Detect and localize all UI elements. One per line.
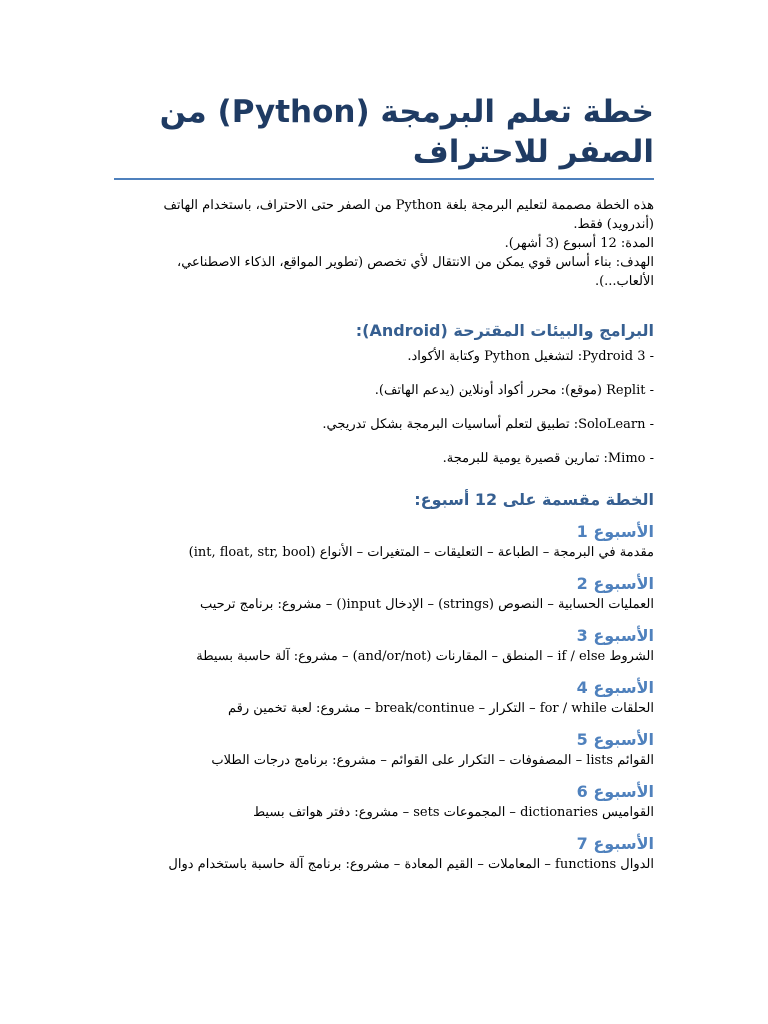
intro-section: [114, 196, 654, 291]
week-body: الشروط if / else – المنطق – المقارنات (and/or/not) – مشروع: آلة حاسبة بسيطة: [196, 649, 654, 664]
intro-paragraph: هذه الخطة مصممة لتعليم البرمجة بلغة Python من الصفر حتى الاحتراف، باستخدام الهاتف (أندرويد) فقط.: [163, 198, 654, 232]
week-3: [114, 625, 654, 667]
week-body: الدوال functions – المعاملات – القيم المعادة – مشروع: برنامج آلة حاسبة باستخدام دوال: [168, 857, 654, 872]
week-title: الأسبوع 7: [576, 834, 654, 853]
week-title: الأسبوع 1: [576, 522, 654, 541]
week-body: مقدمة في البرمجة – الطباعة – التعليقات – المتغيرات – الأنواع (int, float, str, bool): [188, 545, 654, 560]
duration-line: المدة: 12 أسبوع (3 أشهر).: [504, 236, 654, 251]
week-body: الحلقات for / while – التكرار – break/continue – مشروع: لعبة تخمين رقم: [228, 701, 654, 716]
week-7: [114, 833, 654, 875]
week-title: الأسبوع 2: [576, 574, 654, 593]
tool-item-sololearn: - SoloLearn: تطبيق لتعلم أساسيات البرمجة بشكل تدريجي.: [322, 417, 654, 432]
tools-heading: البرامج والبيئات المقترحة (Android):: [355, 321, 654, 340]
week-title: الأسبوع 6: [576, 782, 654, 801]
week-title: الأسبوع 5: [576, 730, 654, 749]
tool-item-pydroid: - Pydroid 3: لتشغيل Python وكتابة الأكواد.: [407, 349, 654, 364]
plan-heading: الخطة مقسمة على 12 أسبوع:: [414, 490, 654, 509]
week-title: الأسبوع 4: [576, 678, 654, 697]
week-4: [114, 677, 654, 719]
week-body: العمليات الحسابية – النصوص (strings) – الإدخال input() – مشروع: برنامج ترحيب: [199, 597, 654, 612]
week-6: [114, 781, 654, 823]
document-title: خطة تعلم البرمجة (Python) من الصفر للاحتراف: [114, 92, 654, 180]
week-title: الأسبوع 3: [576, 626, 654, 645]
weeks-list: [114, 521, 654, 875]
week-5: [114, 729, 654, 771]
tool-item-replit: - Replit (موقع): محرر أكواد أونلاين (يدعم الهاتف).: [374, 383, 654, 398]
tool-item-mimo: - Mimo: تمارين قصيرة يومية للبرمجة.: [442, 451, 654, 466]
week-1: [114, 521, 654, 563]
tools-list: [114, 348, 654, 468]
week-body: القوائم lists – المصفوفات – التكرار على القوائم – مشروع: برنامج درجات الطلاب: [211, 753, 654, 768]
week-2: [114, 573, 654, 615]
week-body: القواميس dictionaries – المجموعات sets – مشروع: دفتر هواتف بسيط: [253, 805, 654, 820]
goal-line: الهدف: بناء أساس قوي يمكن من الانتقال لأي تخصص (تطوير المواقع، الذكاء الاصطناعي، الألعاب...).: [177, 255, 654, 289]
